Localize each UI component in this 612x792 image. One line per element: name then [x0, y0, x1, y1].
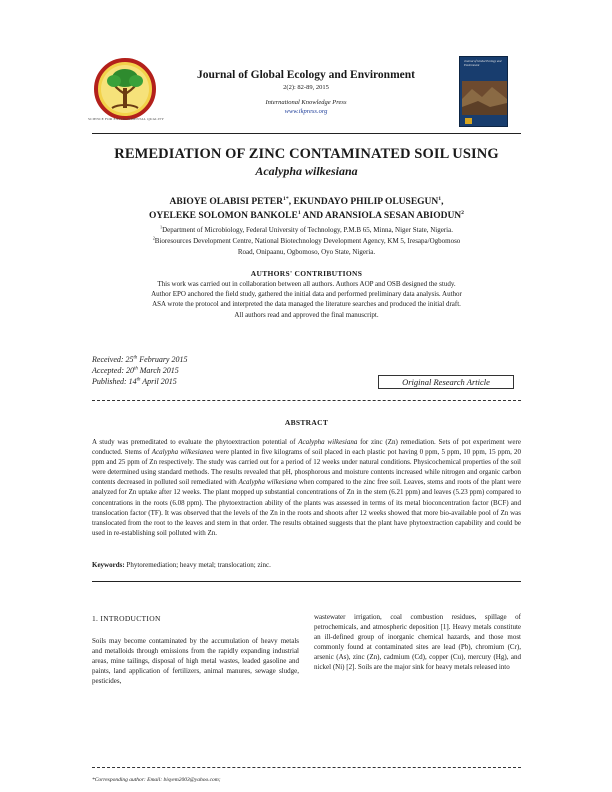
author-superscript: 1: [438, 195, 442, 202]
author-name: OYELEKE SOLOMON BANKOLE: [148, 211, 298, 221]
header-rule: [92, 133, 521, 134]
affiliation-superscript: 2: [152, 235, 155, 241]
introduction-left-column: Soils may become contaminated by the accumulation of heavy metals and metalloids through emissions from the rapidly expanding industrial areas, mine tailings, disposal of high metal wastes, leaded gasoline and paints, land application of fertilizers, animal manures, sewage sludge, pesticides,: [92, 637, 299, 686]
article-type-badge: Original Research Article: [378, 375, 514, 389]
logo-caption: SCIENCE FOR ENVIRONMENTAL QUALITY: [87, 117, 165, 121]
contributions-line: Author EPO anchored the field study, gathered the initial data and performed preliminary data analysis. Author: [151, 290, 462, 299]
accepted-date: Accepted: 20th March 2015: [92, 366, 179, 375]
affiliation-2-line2: Road, Onipaanu, Ogbomoso, Oyo State, Nigeria.: [237, 248, 376, 256]
affiliation-2-line1: [92, 237, 521, 245]
author-name: AND ARANSIOLA SESAN ABIODUN: [300, 211, 462, 221]
published-date: Published: 14th April 2015: [92, 377, 177, 386]
introduction-heading: 1. INTRODUCTION: [92, 614, 161, 623]
introduction-right-column: wastewater irrigation, coal combustion residues, spillage of petrochemicals, and atmospheric deposition [1]. Heavy metals constitute an ill-defined group of inorganic chemical hazards, and those most commonly found at contaminated sites are lead (Pb), chromium (Cr), arsenic (As), zinc (Zn), cadmium (Cd), copper (Cu), mercury (Hg), and nickel (Ni) [2]. Soils are the major sink for heavy metals released into: [314, 613, 521, 672]
affiliation-1: [92, 226, 521, 234]
author-superscript: 2: [461, 209, 465, 216]
keywords-label: Keywords:: [92, 561, 125, 569]
contributions-heading: AUTHORS' CONTRIBUTIONS: [250, 269, 363, 278]
footnote-rule: [92, 767, 521, 768]
affiliation-text: Department of Microbiology, Federal University of Technology, P.M.B 65, Minna, Niger State, Nigeria.: [162, 226, 453, 234]
author-list-line2: [92, 211, 521, 221]
publisher-website-link[interactable]: www.ikpress.org: [284, 108, 328, 115]
contributions-line: This work was carried out in collaboration between all authors. Authors AOP and OSB designed the study.: [157, 280, 456, 288]
species-name: Acalypha wilkesianea: [151, 448, 214, 457]
contributions-line: All authors read and approved the final manuscript.: [234, 310, 379, 319]
author-name: , EKUNDAYO PHILIP OLUSEGUN: [288, 197, 439, 207]
corresponding-author-footnote: *Corresponding author: Email: bisyem2003@yahoo.com;: [92, 777, 221, 783]
abstract-heading: ABSTRACT: [284, 418, 329, 427]
cover-landscape-icon: [460, 79, 508, 119]
journal-logo: [94, 58, 156, 124]
contributions-line: ASA wrote the protocol and interpreted the data managed the literature searches and produced the initial draft.: [152, 300, 461, 309]
received-date: Received: 25th February 2015: [92, 355, 188, 364]
species-name: Acalypha wilkesiana: [238, 478, 297, 487]
keywords-rule: [92, 581, 521, 582]
cover-badge-icon: [465, 118, 472, 124]
keywords-text: Phytoremediation; heavy metal; translocation; zinc.: [124, 561, 271, 569]
author-superscript: 1*: [283, 195, 289, 202]
journal-title: Journal of Global Ecology and Environment: [196, 69, 415, 81]
publisher-name: International Knowledge Press: [265, 99, 347, 106]
issue-info: 2(2): 82-89, 2015: [283, 84, 329, 91]
author-list-line1: [92, 197, 521, 207]
affiliation-text: Bioresources Development Centre, National Biotechnology Development Agency, KM 5, Iresapa/Ogbomoso: [154, 237, 461, 245]
keywords: [92, 561, 521, 569]
contributions-text: [92, 279, 521, 320]
journal-cover-image: [459, 56, 508, 127]
dates-rule: [92, 400, 521, 401]
cover-title: Journal of Global Ecology and Environment: [464, 59, 502, 67]
affiliation-superscript: 1: [160, 224, 163, 230]
tree-logo-icon: [94, 58, 156, 124]
paper-title: REMEDIATION OF ZINC CONTAMINATED SOIL USING: [114, 146, 499, 162]
author-superscript: 1: [297, 209, 301, 216]
author-name: ABIOYE OLABISI PETER: [169, 197, 284, 207]
paper-title-species: Acalypha wilkesiana: [255, 164, 358, 178]
species-name: Acalypha wilkesiana: [298, 438, 358, 446]
article-dates: [92, 354, 187, 387]
abstract-text: A study was premeditated to evaluate the phytoextraction potential of Acalypha wilkesiana for zinc (Zn) remediation. Sets of pot experiment were conducted. Stems of Acalypha wilkesianea were planted in five kilograms of soil placed in each plastic pot having 0 ppm, 5 ppm, 10 ppm, 15 ppm, 20 ppm and 25 ppm of Zn respectively. The study was carried out for a period of 12 weeks under natural conditions. Physicochemical properties of the soil were determined using standard methods. The results revealed that pH, phosphorous and moisture contents increased while nitrogen and organic carbon contents decreased in polluted soil remediated with Acalypha wilkesiana when compared to the zinc free soil. Leaves, stems and roots of the plant were analyzed for Zn uptake after 12 weeks. The plant mopped up substantial concentrations of Zn in the stem (6.21 ppm) and leaves (5.23 ppm) compared to concentrations in the roots (6.08 ppm). The phytoextraction ability of the plants was assessed in terms of its metal bioconcentration factor (BCF) and translocation factor (TF). It was observed that the levels of the Zn in the roots and shoots after 12 weeks showed that more bio-available pool of Zn was translocated from the root to the leaves and stem in that order. The results obtained suggests that the plant have phytoextraction capability and could be used in re-establishing soil polluted with Zn.: [92, 438, 521, 537]
author-separator: ,: [441, 197, 444, 207]
